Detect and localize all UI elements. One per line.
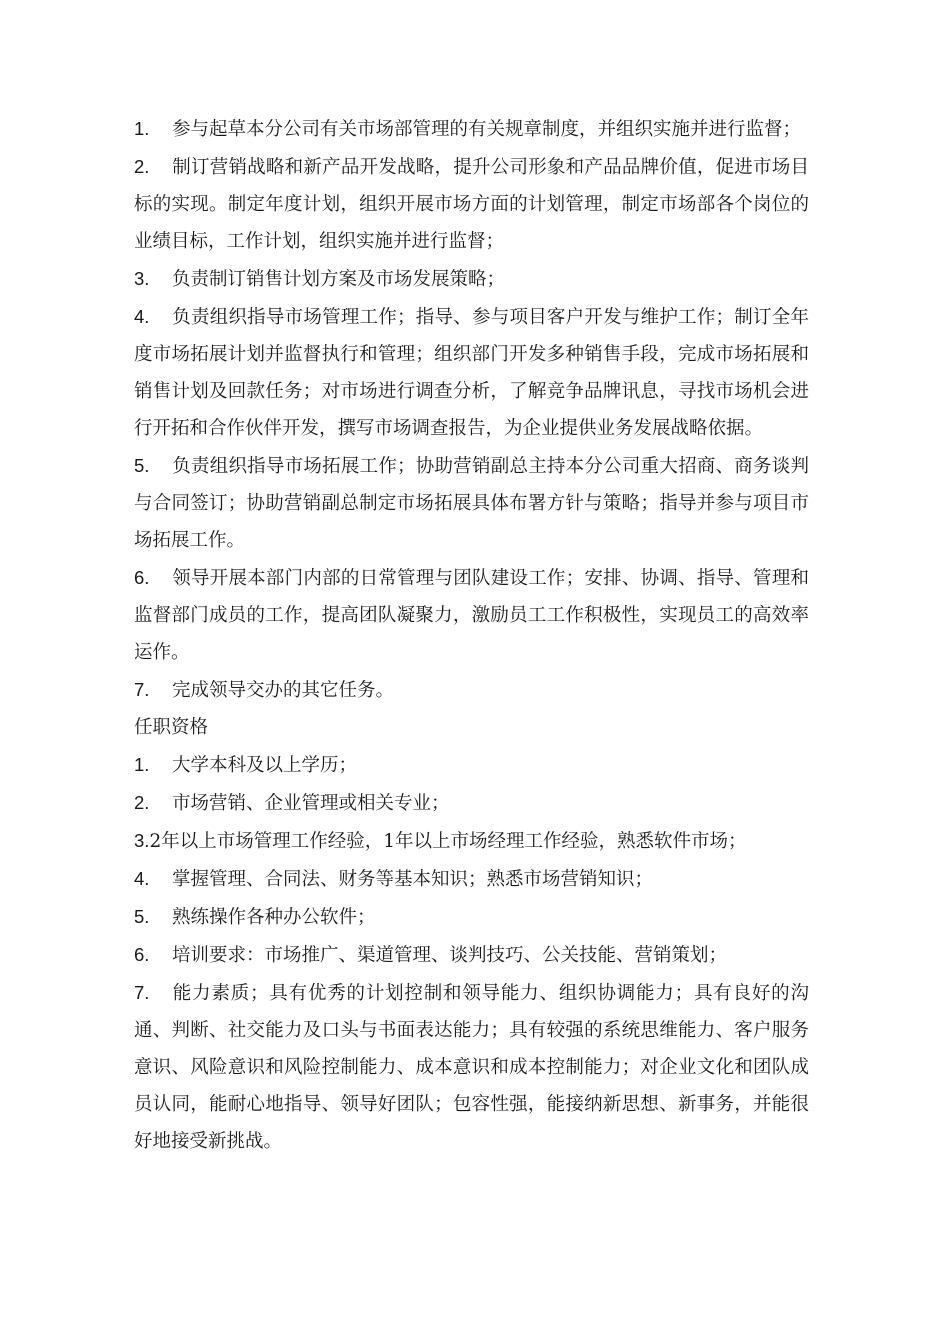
item-number: 2.	[134, 156, 150, 177]
item-text: 培训要求：市场推广、渠道管理、谈判技巧、公关技能、营销策划；	[172, 945, 728, 966]
item-text: 能力素质；具有优秀的计划控制和领导能力、组织协调能力；具有良好的沟通、判断、社交能力及口头与书面表达能力；具有较强的系统思维能力、客户服务意识、风险意识和风险控制能力、成本意识和成本控制能力；对企业文化和团队成员认同，能耐心地指导、领导好团队；包容性强，能接纳新思想、新事务，并能很好地接受新挑战。	[134, 983, 809, 1152]
item-number: 4.	[134, 868, 150, 889]
duties-list	[134, 110, 809, 709]
item-text: 完成领导交办的其它任务。	[172, 680, 395, 701]
item-number: 1.	[134, 754, 150, 775]
item-number: 5.	[134, 906, 150, 927]
item-text: 熟练操作各种办公软件；	[172, 907, 376, 928]
document-page	[134, 110, 809, 1160]
duty-item	[134, 148, 809, 260]
item-text: 参与起草本分公司有关市场部管理的有关规章制度，并组织实施并进行监督；	[172, 119, 802, 140]
item-number: 3.	[134, 268, 150, 289]
qualification-item	[134, 860, 809, 898]
qualification-item	[134, 746, 809, 784]
item-number: 1.	[134, 118, 150, 139]
item-text: 领导开展本部门内部的日常管理与团队建设工作；安排、协调、指导、管理和监督部门成员的工作，提高团队凝聚力，激励员工工作积极性，实现员工的高效率运作。	[134, 568, 809, 663]
duty-item	[134, 298, 809, 447]
duty-item	[134, 447, 809, 559]
item-text: 负责制订销售计划方案及市场发展策略；	[172, 269, 506, 290]
duty-item	[134, 671, 809, 709]
qualification-item	[134, 784, 809, 822]
item-text: 制订营销战略和新产品开发战略，提升公司形象和产品品牌价值，促进市场目标的实现。制定年度计划，组织开展市场方面的计划管理，制定市场部各个岗位的业绩目标，工作计划，组织实施并进行监督；	[134, 157, 809, 252]
item-number: 5.	[134, 455, 150, 476]
item-text: 掌握管理、合同法、财务等基本知识；熟悉市场营销知识；	[172, 869, 654, 890]
item-number: 3.	[134, 830, 150, 851]
duty-item	[134, 260, 809, 298]
item-text: 市场营销、企业管理或相关专业；	[172, 793, 450, 814]
item-number: 2.	[134, 792, 150, 813]
item-number: 7.	[134, 679, 150, 700]
qualification-item	[134, 898, 809, 936]
item-number: 6.	[134, 567, 150, 588]
item-number: 4.	[134, 306, 150, 327]
item-number: 6.	[134, 944, 150, 965]
qualification-item	[134, 974, 809, 1160]
duty-item	[134, 110, 809, 148]
qualifications-list	[134, 746, 809, 1160]
item-text: 负责组织指导市场拓展工作；协助营销副总主持本分公司重大招商、商务谈判与合同签订；协助营销副总制定市场拓展具体布署方针与策略；指导并参与项目市场拓展工作。	[134, 456, 809, 551]
qualification-item	[134, 822, 809, 860]
qualification-item	[134, 936, 809, 974]
qualifications-heading: 任职资格	[134, 717, 209, 738]
duty-item	[134, 559, 809, 671]
item-text: 负责组织指导市场管理工作；指导、参与项目客户开发与维护工作；制订全年度市场拓展计划并监督执行和管理；组织部门开发多种销售手段，完成市场拓展和销售计划及回款任务；对市场进行调查分析，了解竞争品牌讯息，寻找市场机会进行开拓和合作伙伴开发，撰写市场调查报告，为企业提供业务发展战略依据。	[134, 307, 809, 439]
item-number: 7.	[134, 982, 150, 1003]
item-text: 2年以上市场管理工作经验，1年以上市场经理工作经验，熟悉软件市场；	[149, 831, 747, 852]
item-text: 大学本科及以上学历；	[172, 755, 358, 776]
